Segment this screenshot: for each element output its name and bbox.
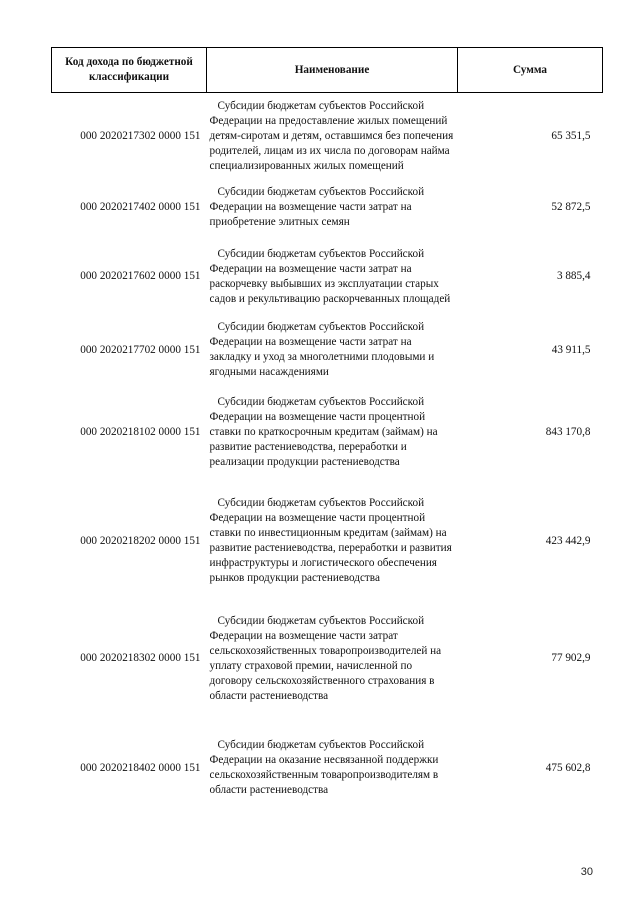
row-code: 000 2020217602 0000 151	[80, 270, 201, 282]
row-name: Субсидии бюджетам субъектов Российской Федерации на возмещение части затрат сельскохозяйственных товаропроизводителей на уплату страховой премии, начисленной по договору сельскохозяйственного страхования в области растениеводства	[209, 614, 442, 702]
row-code: 000 2020218302 0000 151	[80, 652, 201, 664]
row-name: Субсидии бюджетам субъектов Российской Федерации на возмещение части затрат на раскорчевку выбывших из эксплуатации старых садов и рекультивацию раскорчеванных площадей	[209, 247, 451, 305]
row-code: 000 2020217702 0000 151	[80, 343, 201, 356]
row-sum: 65 351,5	[551, 129, 591, 142]
header-code: Код дохода по бюджетной классификации	[52, 48, 207, 93]
table-row	[52, 235, 603, 318]
row-sum: 77 902,9	[551, 652, 591, 664]
row-sum: 3 885,4	[556, 270, 591, 282]
row-sum: 43 911,5	[551, 343, 591, 356]
row-sum: 475 602,8	[545, 761, 591, 774]
table-row	[52, 482, 603, 600]
row-name: Субсидии бюджетам субъектов Российской Федерации на возмещение части затрат на приобретение элитных семян	[209, 185, 425, 228]
header-row	[52, 48, 603, 93]
table-row	[52, 93, 603, 180]
row-name: Субсидии бюджетам субъектов Российской Федерации на возмещение части процентной ставки по инвестиционным кредитам (займам) на развитие растениеводства, переработки и развития инфраструктуры и логистического обеспечения рынков продукции растениеводства	[209, 497, 452, 584]
row-name: Субсидии бюджетам субъектов Российской Федерации на предоставление жилых помещений детям-сиротам и детям, оставшимся без попечения родителей, лицам из их числа по договорам найма специализированных жилых помещений	[209, 99, 454, 172]
row-name: Субсидии бюджетам субъектов Российской Федерации на оказание несвязанной поддержки сельскохозяйственным товаропроизводителям в области растениеводства	[209, 739, 439, 796]
table-row	[52, 382, 603, 482]
row-sum: 52 872,5	[551, 200, 591, 213]
row-sum: 423 442,9	[545, 534, 591, 547]
page-number: 30	[580, 866, 593, 878]
table-row	[52, 717, 603, 819]
row-name: Субсидии бюджетам субъектов Российской Федерации на возмещение части затрат на закладку и уход за многолетними плодовыми и ягодными насаждениями	[209, 321, 435, 378]
table-body	[52, 93, 603, 820]
row-sum: 843 170,8	[545, 425, 591, 438]
row-code: 000 2020218102 0000 151	[80, 425, 201, 438]
row-code: 000 2020217302 0000 151	[80, 129, 201, 142]
row-code: 000 2020218202 0000 151	[80, 534, 201, 547]
table-row	[52, 600, 603, 717]
budget-revenue-table	[51, 47, 603, 819]
row-code: 000 2020218402 0000 151	[80, 761, 201, 774]
table-header	[52, 48, 603, 93]
header-name: Наименование	[207, 48, 458, 93]
budget-table-container	[51, 47, 602, 819]
header-sum: Сумма	[458, 48, 603, 93]
row-name: Субсидии бюджетам субъектов Российской Федерации на возмещение части процентной ставки по краткосрочным кредитам (займам) на развитие растениеводства, переработки и реализации продукции растениеводства	[209, 395, 438, 468]
table-row	[52, 318, 603, 382]
row-code: 000 2020217402 0000 151	[80, 200, 201, 213]
table-row	[52, 179, 603, 235]
